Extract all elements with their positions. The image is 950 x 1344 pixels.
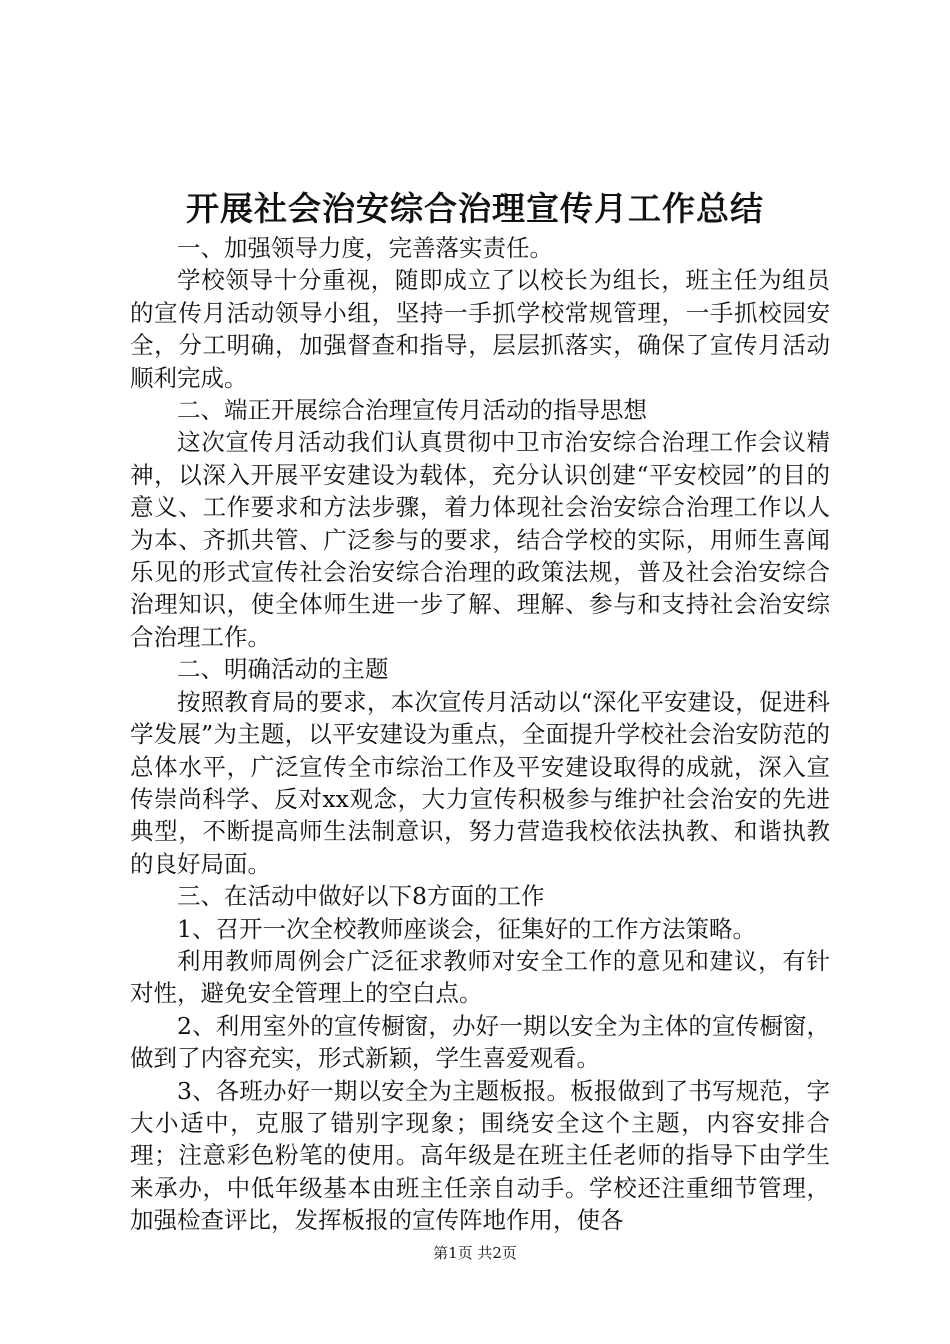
list-item: 1、召开一次全校教师座谈会，征集好的工作方法策略。	[177, 914, 756, 943]
document-body	[130, 232, 830, 1237]
page-footer: 第1页 共2页	[433, 1244, 517, 1262]
section-heading: 三、在活动中做好以下8方面的工作	[177, 882, 545, 911]
document-title: 开展社会治安综合治理宣传月工作总结	[186, 189, 764, 228]
section-heading: 二、明确活动的主题	[177, 655, 389, 684]
list-item: 3、各班办好一期以安全为主题板报。板报做到了书写规范，字大小适中，克服了错别字现象；围绕安全这个主题，内容安排合理；注意彩色粉笔的使用。高年级是在班主任老师的指导下由学生来承办，中低年级基本由班主任亲自动手。学校还注重细节管理，加强检查评比，发挥板报的宣传阵地作用，使各	[130, 1076, 830, 1235]
section-heading: 二、端正开展综合治理宣传月活动的指导思想	[177, 396, 647, 425]
section-heading: 一、加强领导力度，完善落实责任。	[177, 234, 553, 262]
paragraph: 利用教师周例会广泛征求教师对安全工作的意见和建议，有针对性，避免安全管理上的空白点。	[130, 946, 830, 1008]
list-item: 2、利用室外的宣传橱窗，办好一期以安全为主体的宣传橱窗，做到了内容充实，形式新颖，学生喜爱观看。	[130, 1011, 830, 1073]
paragraph: 这次宣传月活动我们认真贯彻中卫市治安综合治理工作会议精神，以深入开展平安建设为载体，充分认识创建“平安校园”的目的意义、工作要求和方法步骤，着力体现社会治安综合治理工作以人为本、齐抓共管、广泛参与的要求，结合学校的实际，用师生喜闻乐见的形式宣传社会治安综合治理的政策法规，普及社会治安综合治理知识，使全体师生进一步了解、理解、参与和支持社会治安综合治理工作。	[130, 428, 830, 651]
paragraph: 学校领导十分重视，随即成立了以校长为组长，班主任为组员的宣传月活动领导小组，坚持一手抓学校常规管理，一手抓校园安全，分工明确，加强督查和指导，层层抓落实，确保了宣传月活动顺利完成。	[130, 266, 830, 392]
paragraph: 按照教育局的要求，本次宣传月活动以“深化平安建设，促进科学发展”为主题，以平安建设为重点，全面提升学校社会治安防范的总体水平，广泛宣传全市综治工作及平安建设取得的成就，深入宣传崇尚科学、反对xx观念，大力宣传积极参与维护社会治安的先进典型，不断提高师生法制意识，努力营造我校依法执教、和谐执教的良好局面。	[130, 687, 830, 878]
